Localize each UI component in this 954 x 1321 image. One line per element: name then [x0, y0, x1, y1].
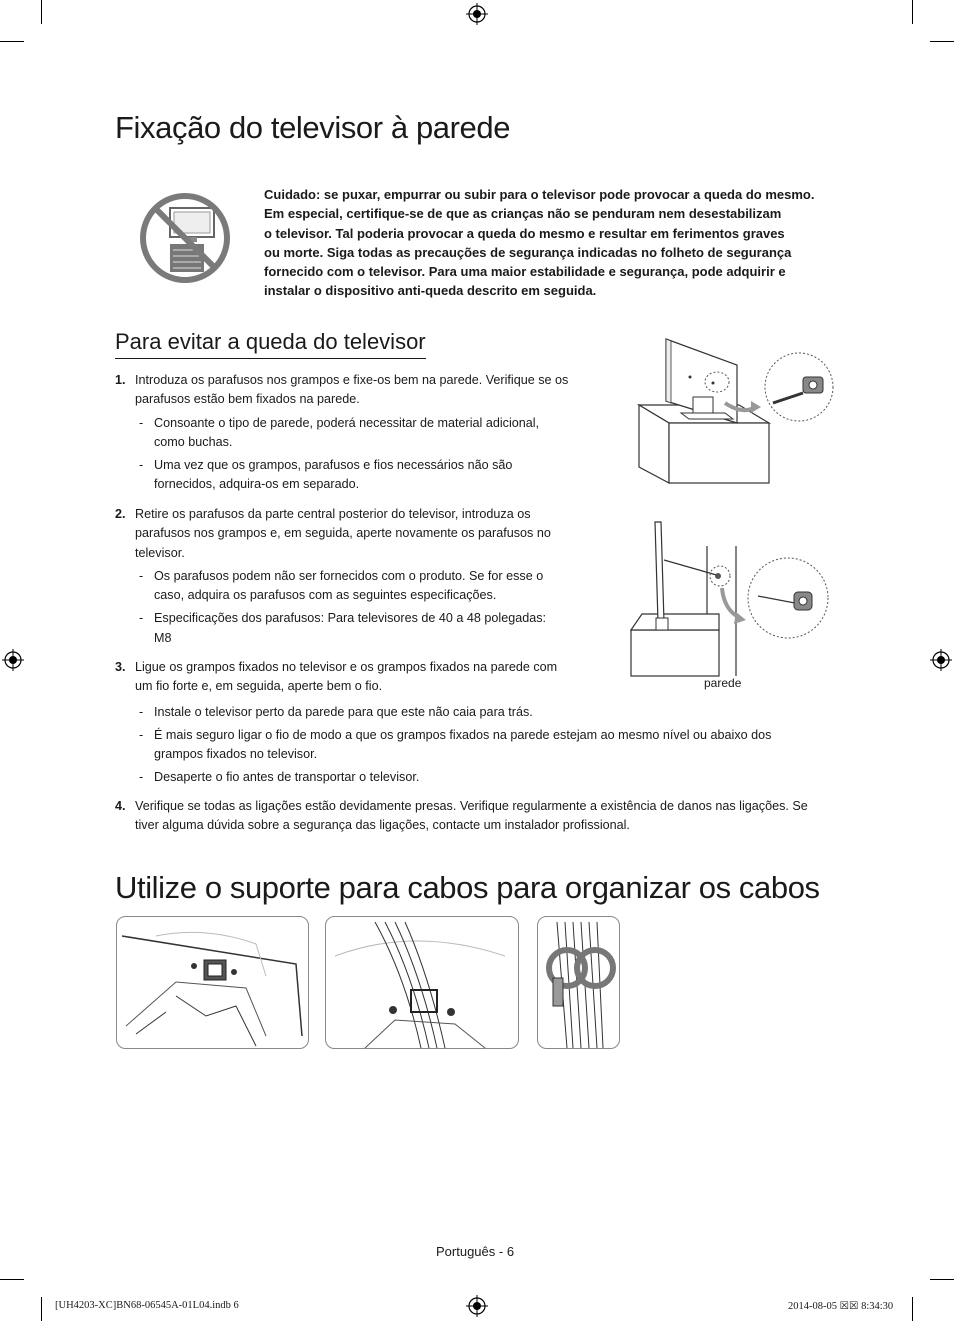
crop-mark: [912, 0, 913, 24]
step-line: tiver alguma dúvida sobre a segurança das ligações, contacte um instalador profissional.: [135, 818, 630, 833]
registration-mark-icon: [465, 2, 489, 26]
sub-line: como buchas.: [154, 434, 233, 449]
step-number: 2.: [115, 507, 126, 521]
page-title: Fixação do televisor à parede: [115, 110, 511, 145]
bullet-dash: -: [139, 770, 144, 785]
cable-holder-illustration-1: [116, 916, 309, 1049]
cable-holder-illustration-3: [537, 916, 620, 1049]
sub-line: grampos fixados no televisor.: [154, 747, 318, 762]
bullet-dash: -: [139, 727, 144, 742]
tv-stand-bracket-illustration: [633, 335, 838, 485]
caution-line: ou morte. Siga todas as precauções de segurança indicadas no folheto de segurança: [264, 244, 792, 260]
bullet-dash: -: [139, 704, 144, 719]
caution-line: Cuidado: se puxar, empurrar ou subir para o televisor pode provocar a queda do mesmo.: [264, 187, 815, 202]
file-info: [UH4203-XC]BN68-06545A-01L04.indb 6: [55, 1300, 239, 1311]
cable-holder-title: Utilize o suporte para cabos para organizar os cabos: [115, 870, 820, 905]
sub-line: Especificações dos parafusos: Para televisores de 40 a 48 polegadas:: [154, 611, 547, 626]
crop-mark: [912, 1297, 913, 1321]
step-line: Retire os parafusos da parte central posterior do televisor, introduza os: [135, 507, 531, 521]
print-date: 2014-08-05 ☒☒ 8:34:30: [788, 1301, 894, 1312]
tv-wall-side-illustration: [628, 518, 838, 678]
bullet-dash: -: [139, 568, 144, 583]
wall-label: parede: [704, 676, 742, 690]
step-line: parafusos estão bem fixados na parede.: [135, 392, 360, 407]
step-line: Introduza os parafusos nos grampos e fixe-os bem na parede. Verifique se os: [135, 373, 569, 387]
sub-line: Instale o televisor perto da parede para que este não caia para trás.: [154, 704, 533, 719]
bullet-dash: -: [139, 415, 144, 430]
sub-line: Desaperte o fio antes de transportar o televisor.: [154, 770, 420, 785]
step-number: 3.: [115, 660, 126, 674]
sub-line: caso, adquira os parafusos com as seguintes especificações.: [154, 588, 497, 603]
crop-mark: [0, 41, 24, 42]
sub-line: É mais seguro ligar o fio de modo a que os grampos fixados na parede estejam ao mesmo nível ou abaixo dos: [154, 727, 772, 742]
step-1: [115, 371, 595, 495]
caution-line: instalar o dispositivo anti-queda descrito em seguida.: [264, 283, 597, 299]
bullet-dash: -: [139, 611, 144, 626]
step-line: televisor.: [135, 545, 185, 560]
crop-mark: [930, 1279, 954, 1280]
cable-holder-illustration-2: [325, 916, 519, 1049]
step-4: [115, 797, 845, 836]
crop-mark: [0, 1279, 24, 1280]
step-line: Ligue os grampos fixados no televisor e os grampos fixados na parede com: [135, 660, 558, 674]
registration-mark-icon: [1, 648, 25, 672]
step-number: 4.: [115, 799, 126, 813]
sub-line: M8: [154, 630, 172, 645]
crop-mark: [41, 1297, 42, 1321]
page-number: Português - 6: [436, 1244, 515, 1259]
section-subtitle: Para evitar a queda do televisor: [115, 329, 426, 359]
no-climbing-warning-icon: [137, 192, 233, 284]
sub-line: Uma vez que os grampos, parafusos e fios necessários não são: [154, 458, 513, 473]
crop-mark: [41, 0, 42, 24]
caution-line: fornecido com o televisor. Para uma maior estabilidade e segurança, pode adquirir e: [264, 264, 786, 280]
step-number: 1.: [115, 373, 126, 387]
step-line: um fio forte e, em seguida, aperte bem o fio.: [135, 679, 383, 694]
step-2: [115, 505, 595, 648]
registration-mark-icon: [465, 1294, 489, 1318]
sub-line: Os parafusos podem não ser fornecidos com o produto. Se for esse o: [154, 568, 544, 583]
caution-line: o televisor. Tal poderia provocar a queda do mesmo e resultar em ferimentos graves: [264, 225, 785, 241]
bullet-dash: -: [139, 458, 144, 473]
caution-line: Em especial, certifique-se de que as crianças não se penduram nem desestabilizam: [264, 206, 782, 222]
step-line: Verifique se todas as ligações estão devidamente presas. Verifique regularmente a existência de danos nas ligações. Se: [135, 799, 808, 813]
sub-line: fornecidos, adquira-os em separado.: [154, 477, 360, 492]
sub-line: Consoante o tipo de parede, poderá necessitar de material adicional,: [154, 415, 540, 430]
crop-mark: [930, 41, 954, 42]
registration-mark-icon: [929, 648, 953, 672]
caution-text: [264, 185, 824, 301]
step-line: parafusos nos grampos e, em seguida, aperte novamente os parafusos no: [135, 526, 551, 541]
